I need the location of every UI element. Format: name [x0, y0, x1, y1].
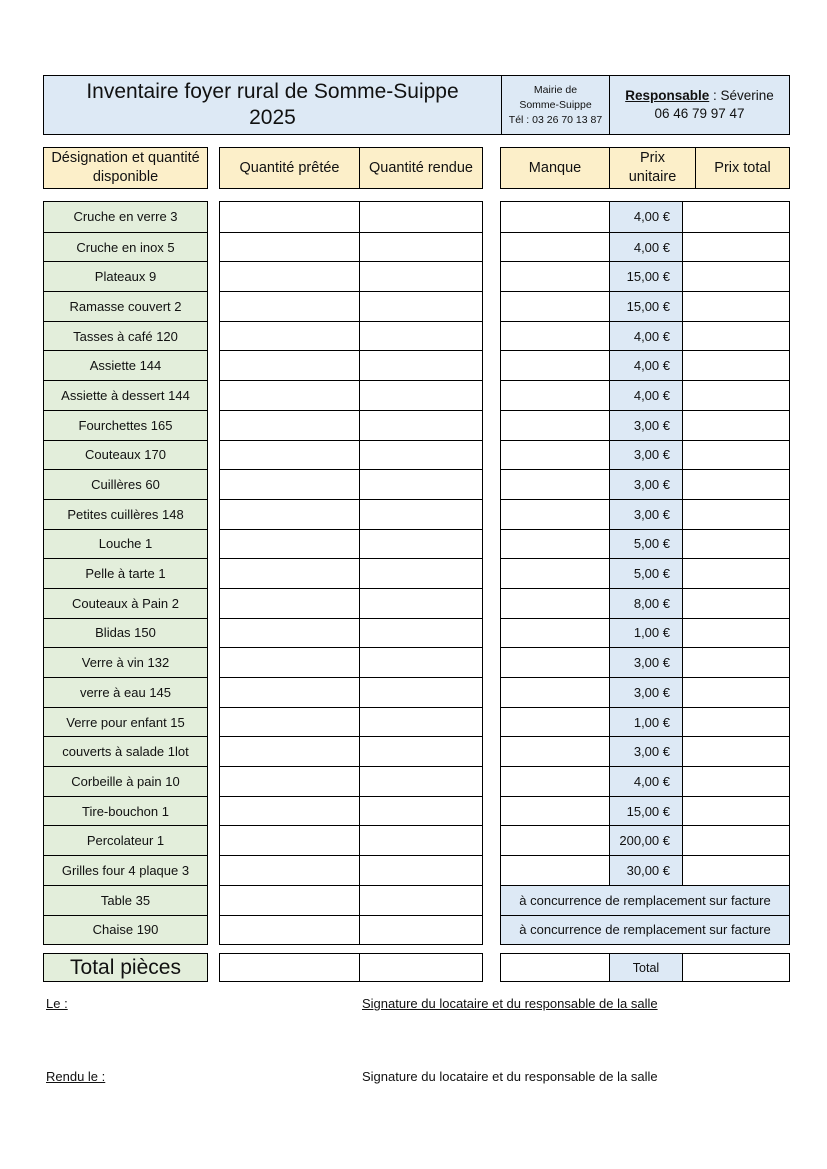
responsable-contact	[610, 76, 789, 134]
item-name: Pelle à tarte 1	[85, 566, 166, 582]
header-qty-lent: Quantité prêtée	[239, 159, 340, 176]
qty-returned-cell[interactable]	[359, 202, 482, 232]
total-missing-cell[interactable]	[501, 954, 609, 981]
item-name: Chaise 190	[92, 922, 159, 938]
table-row	[44, 469, 207, 499]
unit-price: 3,00 €	[609, 500, 682, 529]
document-header	[43, 75, 790, 135]
total-price-cell[interactable]	[682, 648, 789, 677]
total-price-cell[interactable]	[682, 262, 789, 291]
item-name: Plateaux 9	[94, 269, 157, 285]
total-qty-lent-cell[interactable]	[220, 954, 359, 981]
missing-cell[interactable]	[501, 589, 609, 618]
unit-price: 5,00 €	[609, 530, 682, 559]
table-row	[220, 558, 482, 588]
table-row	[44, 736, 207, 766]
pricing-columns	[500, 201, 790, 945]
table-row	[501, 440, 789, 470]
mairie-phone: Tél : 03 26 70 13 87	[508, 113, 603, 126]
missing-cell[interactable]	[501, 202, 609, 232]
qty-lent-cell[interactable]	[220, 530, 359, 559]
table-row	[220, 588, 482, 618]
total-pieces-label: Total pièces	[70, 955, 181, 979]
table-row	[501, 825, 789, 855]
qty-returned-cell[interactable]	[359, 530, 482, 559]
table-row	[501, 380, 789, 410]
table-row	[501, 558, 789, 588]
table-row	[44, 350, 207, 380]
header-total-price: Prix total	[695, 148, 789, 188]
total-quantities	[219, 953, 483, 982]
grand-total-cell[interactable]	[682, 954, 789, 981]
total-price-cell[interactable]	[682, 292, 789, 321]
qty-lent-cell[interactable]	[220, 708, 359, 737]
total-price-cell[interactable]	[682, 351, 789, 380]
missing-cell[interactable]	[501, 411, 609, 440]
table-row	[220, 321, 482, 351]
unit-price: 4,00 €	[609, 767, 682, 796]
item-name: Table 35	[100, 892, 151, 908]
table-row	[501, 855, 789, 885]
header-designation	[43, 147, 208, 189]
table-row	[501, 736, 789, 766]
table-row	[220, 796, 482, 826]
table-row	[220, 855, 482, 885]
unit-price: 3,00 €	[609, 737, 682, 766]
qty-lent-cell[interactable]	[220, 856, 359, 885]
responsable-phone: 06 46 79 97 47	[654, 106, 745, 121]
table-row	[501, 350, 789, 380]
item-name: Cuillères 60	[91, 477, 160, 493]
unit-price: 30,00 €	[609, 856, 682, 885]
item-name: Tire-bouchon 1	[82, 803, 169, 819]
qty-lent-cell[interactable]	[220, 589, 359, 618]
qty-returned-cell[interactable]	[359, 470, 482, 499]
qty-returned-cell[interactable]	[359, 292, 482, 321]
total-price-cell[interactable]	[682, 233, 789, 262]
table-row	[44, 291, 207, 321]
qty-returned-cell[interactable]	[359, 916, 482, 945]
qty-lent-cell[interactable]	[220, 767, 359, 796]
missing-cell[interactable]	[501, 322, 609, 351]
qty-lent-cell[interactable]	[220, 292, 359, 321]
total-price-cell[interactable]	[682, 202, 789, 232]
table-row	[501, 202, 789, 232]
item-name: verre à eau 145	[79, 684, 172, 700]
item-name: Couteaux à Pain 2	[72, 595, 179, 611]
unit-price: 200,00 €	[609, 826, 682, 855]
table-row	[220, 410, 482, 440]
table-row	[501, 529, 789, 559]
unit-price: 15,00 €	[609, 262, 682, 291]
table-row	[501, 469, 789, 499]
item-name: Assiette à dessert 144	[61, 387, 190, 403]
missing-cell[interactable]	[501, 648, 609, 677]
total-qty-returned-cell[interactable]	[359, 954, 482, 981]
missing-cell[interactable]	[501, 559, 609, 588]
item-name: Fourchettes 165	[78, 417, 173, 433]
table-row	[44, 558, 207, 588]
unit-price: 3,00 €	[609, 678, 682, 707]
replacement-note: à concurrence de remplacement sur facture	[501, 916, 789, 945]
table-row	[220, 529, 482, 559]
table-row	[220, 380, 482, 410]
table-row	[44, 380, 207, 410]
total-label: Total	[609, 954, 682, 981]
item-name: Petites cuillères 148	[67, 506, 184, 522]
item-name: Verre pour enfant 15	[66, 714, 185, 730]
item-name: Percolateur 1	[86, 833, 165, 849]
qty-lent-cell[interactable]	[220, 619, 359, 648]
qty-lent-cell[interactable]	[220, 500, 359, 529]
qty-lent-cell[interactable]	[220, 411, 359, 440]
unit-price: 3,00 €	[609, 648, 682, 677]
qty-returned-cell[interactable]	[359, 559, 482, 588]
qty-lent-cell[interactable]	[220, 381, 359, 410]
table-row	[44, 410, 207, 440]
missing-cell[interactable]	[501, 737, 609, 766]
item-name: Tasses à café 120	[73, 328, 178, 344]
missing-cell[interactable]	[501, 708, 609, 737]
total-price-cell[interactable]	[682, 530, 789, 559]
unit-price: 4,00 €	[609, 381, 682, 410]
table-row	[220, 232, 482, 262]
missing-cell[interactable]	[501, 767, 609, 796]
unit-price: 1,00 €	[609, 619, 682, 648]
total-price-cell[interactable]	[682, 559, 789, 588]
responsable-label: Responsable	[625, 88, 710, 103]
missing-cell[interactable]	[501, 500, 609, 529]
document-title	[44, 76, 502, 134]
table-row	[220, 499, 482, 529]
item-name: Blidas 150	[95, 625, 156, 641]
table-row	[220, 618, 482, 648]
qty-returned-cell[interactable]	[359, 322, 482, 351]
table-row	[501, 677, 789, 707]
table-row	[220, 707, 482, 737]
qty-returned-cell[interactable]	[359, 856, 482, 885]
header-missing: Manque	[528, 159, 582, 176]
item-name: Corbeille à pain 10	[71, 773, 180, 789]
table-row	[220, 261, 482, 291]
title-line-1: Inventaire foyer rural de Somme-Suippe	[86, 80, 459, 103]
total-price-cell[interactable]	[682, 737, 789, 766]
qty-lent-cell[interactable]	[220, 262, 359, 291]
table-row	[220, 350, 482, 380]
total-price-cell[interactable]	[682, 708, 789, 737]
qty-returned-cell[interactable]	[359, 233, 482, 262]
table-row	[44, 321, 207, 351]
item-name: Cruche en inox 5	[76, 239, 175, 255]
missing-cell[interactable]	[501, 470, 609, 499]
unit-price: 3,00 €	[609, 470, 682, 499]
qty-returned-cell[interactable]	[359, 381, 482, 410]
unit-price: 8,00 €	[609, 589, 682, 618]
table-row	[44, 677, 207, 707]
qty-returned-cell[interactable]	[359, 648, 482, 677]
unit-price: 1,00 €	[609, 708, 682, 737]
qty-lent-cell[interactable]	[220, 322, 359, 351]
header-unit-price: Prix unitaire	[609, 148, 695, 188]
table-row	[220, 825, 482, 855]
table-row	[501, 707, 789, 737]
table-row	[44, 766, 207, 796]
title-line-2: 2025	[249, 106, 296, 129]
total-price-cell[interactable]	[682, 678, 789, 707]
responsable-name: : Séverine	[709, 88, 774, 103]
total-price-cell[interactable]	[682, 589, 789, 618]
missing-cell[interactable]	[501, 262, 609, 291]
unit-price: 15,00 €	[609, 292, 682, 321]
header-pricing	[500, 147, 790, 189]
unit-price: 4,00 €	[609, 202, 682, 232]
replacement-note: à concurrence de remplacement sur facture	[501, 886, 789, 915]
table-row	[44, 647, 207, 677]
table-row	[44, 588, 207, 618]
total-price-cell[interactable]	[682, 470, 789, 499]
table-row	[501, 588, 789, 618]
table-row	[220, 885, 482, 915]
table-row	[501, 915, 789, 945]
table-row	[220, 469, 482, 499]
mairie-line-1: Mairie de	[533, 83, 578, 96]
qty-returned-cell[interactable]	[359, 262, 482, 291]
table-row	[501, 796, 789, 826]
total-price-cell[interactable]	[682, 856, 789, 885]
missing-cell[interactable]	[501, 233, 609, 262]
missing-cell[interactable]	[501, 530, 609, 559]
item-name: Cruche en verre 3	[73, 209, 178, 225]
table-row	[44, 202, 207, 232]
item-name: Ramasse couvert 2	[69, 298, 182, 314]
unit-price: 5,00 €	[609, 559, 682, 588]
header-designation-label: Désignation et quantité disponible	[51, 150, 200, 185]
table-row	[501, 885, 789, 915]
unit-price: 4,00 €	[609, 233, 682, 262]
qty-lent-cell[interactable]	[220, 797, 359, 826]
table-row	[44, 885, 207, 915]
qty-lent-cell[interactable]	[220, 648, 359, 677]
total-price-cell[interactable]	[682, 441, 789, 470]
total-price-cell[interactable]	[682, 767, 789, 796]
table-row	[501, 261, 789, 291]
unit-price: 3,00 €	[609, 441, 682, 470]
missing-cell[interactable]	[501, 797, 609, 826]
table-row	[220, 915, 482, 945]
unit-price: 4,00 €	[609, 322, 682, 351]
item-name: Couteaux 170	[85, 447, 166, 463]
date-label: Le :	[46, 996, 68, 1011]
qty-lent-cell[interactable]	[220, 737, 359, 766]
table-row	[501, 291, 789, 321]
qty-returned-cell[interactable]	[359, 737, 482, 766]
qty-returned-cell[interactable]	[359, 441, 482, 470]
missing-cell[interactable]	[501, 292, 609, 321]
table-row	[220, 677, 482, 707]
unit-price: 3,00 €	[609, 411, 682, 440]
table-row	[44, 232, 207, 262]
total-price-cell[interactable]	[682, 411, 789, 440]
qty-lent-cell[interactable]	[220, 470, 359, 499]
item-name: Grilles four 4 plaque 3	[61, 862, 190, 878]
table-row	[501, 321, 789, 351]
missing-cell[interactable]	[501, 856, 609, 885]
qty-returned-cell[interactable]	[359, 767, 482, 796]
table-row	[501, 232, 789, 262]
total-pricing	[500, 953, 790, 982]
qty-returned-cell[interactable]	[359, 619, 482, 648]
qty-returned-cell[interactable]	[359, 351, 482, 380]
qty-returned-cell[interactable]	[359, 589, 482, 618]
missing-cell[interactable]	[501, 441, 609, 470]
signature-label-2: Signature du locataire et du responsable de la salle	[362, 1069, 658, 1084]
table-row	[44, 855, 207, 885]
table-row	[220, 202, 482, 232]
total-price-cell[interactable]	[682, 322, 789, 351]
item-name: Assiette 144	[89, 358, 162, 374]
missing-cell[interactable]	[501, 619, 609, 648]
designation-column	[43, 201, 208, 945]
missing-cell[interactable]	[501, 351, 609, 380]
table-row	[220, 291, 482, 321]
qty-lent-cell[interactable]	[220, 678, 359, 707]
total-pieces-cell	[43, 953, 208, 982]
unit-price: 15,00 €	[609, 797, 682, 826]
total-price-cell[interactable]	[682, 500, 789, 529]
qty-lent-cell[interactable]	[220, 886, 359, 915]
returned-label: Rendu le :	[46, 1069, 106, 1084]
quantity-columns	[219, 201, 483, 945]
header-quantities	[219, 147, 483, 189]
qty-returned-cell[interactable]	[359, 886, 482, 915]
qty-lent-cell[interactable]	[220, 441, 359, 470]
missing-cell[interactable]	[501, 678, 609, 707]
table-row	[220, 766, 482, 796]
item-name: couverts à salade 1lot	[62, 744, 189, 760]
total-price-cell[interactable]	[682, 826, 789, 855]
qty-returned-cell[interactable]	[359, 826, 482, 855]
table-row	[44, 440, 207, 470]
header-qty-returned: Quantité rendue	[359, 148, 482, 188]
missing-cell[interactable]	[501, 826, 609, 855]
qty-lent-cell[interactable]	[220, 202, 359, 232]
unit-price: 4,00 €	[609, 351, 682, 380]
qty-lent-cell[interactable]	[220, 233, 359, 262]
table-row	[501, 647, 789, 677]
total-price-cell[interactable]	[682, 381, 789, 410]
table-row	[44, 915, 207, 945]
missing-cell[interactable]	[501, 381, 609, 410]
qty-lent-cell[interactable]	[220, 559, 359, 588]
item-name: Verre à vin 132	[81, 655, 170, 671]
qty-returned-cell[interactable]	[359, 708, 482, 737]
total-price-cell[interactable]	[682, 797, 789, 826]
table-row	[501, 410, 789, 440]
table-row	[44, 529, 207, 559]
table-row	[220, 647, 482, 677]
total-price-cell[interactable]	[682, 619, 789, 648]
table-row	[44, 825, 207, 855]
table-row	[44, 707, 207, 737]
table-row	[44, 618, 207, 648]
qty-lent-cell[interactable]	[220, 351, 359, 380]
qty-returned-cell[interactable]	[359, 411, 482, 440]
table-row	[220, 440, 482, 470]
qty-returned-cell[interactable]	[359, 500, 482, 529]
table-row	[501, 618, 789, 648]
qty-lent-cell[interactable]	[220, 826, 359, 855]
table-row	[44, 796, 207, 826]
mairie-contact	[502, 76, 610, 134]
table-row	[44, 499, 207, 529]
qty-returned-cell[interactable]	[359, 797, 482, 826]
table-row	[44, 261, 207, 291]
qty-lent-cell[interactable]	[220, 916, 359, 945]
table-row	[501, 499, 789, 529]
qty-returned-cell[interactable]	[359, 678, 482, 707]
item-name: Louche 1	[98, 536, 153, 552]
table-row	[220, 736, 482, 766]
table-row	[501, 766, 789, 796]
signature-label-1: Signature du locataire et du responsable de la salle	[362, 996, 658, 1011]
mairie-line-2: Somme-Suippe	[519, 98, 592, 111]
